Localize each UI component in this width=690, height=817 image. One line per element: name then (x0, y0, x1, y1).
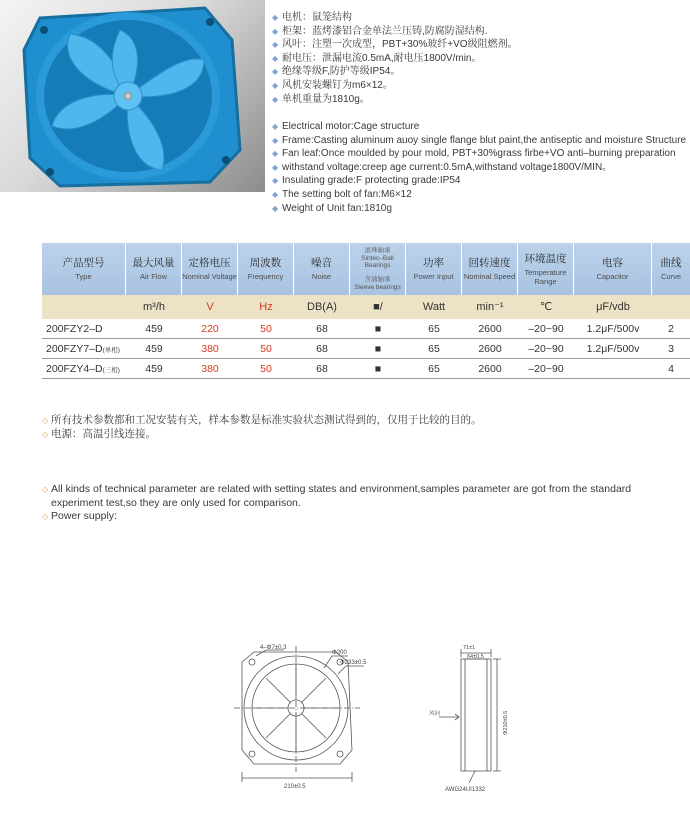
cell-temperature: –20~90 (528, 363, 564, 375)
table-row (42, 319, 690, 339)
cell-curve: 4 (668, 363, 674, 375)
svg-text:Φ233±0.5: Φ233±0.5 (340, 660, 367, 666)
svg-text:71±1: 71±1 (463, 645, 476, 651)
unit-speed: min⁻¹ (476, 301, 504, 313)
cell-flow: 459 (145, 363, 163, 375)
cell-curve: 2 (668, 323, 674, 335)
header-temperature: 环境温度 Temperature Range (518, 243, 574, 295)
cell-noise: 68 (316, 343, 328, 355)
cell-temperature: –20~90 (528, 323, 564, 335)
spec-item: ◆ Insulating grade:F protecting grade:IP54 (272, 175, 461, 187)
cell-model: 200FZY4–D(三相) (46, 363, 120, 375)
cell-bearing: ■ (374, 363, 382, 375)
cell-speed: 2600 (478, 363, 502, 375)
unit-temperature: ℃ (539, 301, 553, 313)
spec-item: ◆ Fan leaf:Once moulded by pour mold, PBT+30%grass firbe+VO anti–burning preparation (272, 148, 676, 160)
table-row (42, 339, 690, 359)
svg-text:风向: 风向 (429, 711, 441, 717)
spec-item: ◆ 风机安装螺钉为m6×12。 (272, 79, 393, 91)
cell-speed: 2600 (478, 343, 502, 355)
spec-item: ◆ Frame:Casting aluminum auoy single flange blut paint,the antiseptic and moisture Structure (272, 134, 687, 146)
spec-item: ◆ The setting bolt of fan:M6×12 (272, 188, 412, 200)
note-item: ◇ Power supply: (42, 510, 117, 522)
svg-text:Φ200: Φ200 (332, 650, 347, 656)
table-row (42, 359, 690, 379)
spec-item: ◆ 耐电压：泄漏电流0.5mA,耐电压1800V/min。 (272, 52, 482, 64)
cell-bearing: ■ (374, 343, 382, 355)
spec-item: ◆ 电机：鼠笼结构 (272, 12, 352, 23)
side-view-drawing (425, 645, 525, 795)
header-speed: 回转速度 Nominal Speed (462, 243, 518, 295)
spec-item: ◆ 风叶：注塑一次成型，PBT+30%玻纤+VO级阻燃剂。 (272, 39, 518, 51)
cell-power: 65 (428, 343, 440, 355)
unit-frequency: Hz (259, 301, 273, 313)
unit-power: Watt (422, 301, 446, 313)
header-capacitor: 电容 Capacitor (574, 243, 652, 295)
spec-list-en (272, 120, 687, 215)
cell-noise: 68 (316, 363, 328, 375)
header-power: 功率 Power Input (406, 243, 462, 295)
unit-bearing: ■/ (373, 301, 383, 313)
svg-text:Φ210±0.5: Φ210±0.5 (503, 710, 509, 735)
front-view-drawing (228, 640, 368, 790)
cell-frequency: 50 (260, 363, 272, 375)
cell-flow: 459 (145, 343, 163, 355)
spec-item: ◆ Weight of Unit fan:1810g (272, 202, 392, 214)
svg-text:210±0.5: 210±0.5 (284, 784, 306, 790)
cell-bearing: ■ (374, 323, 382, 335)
cell-power: 65 (428, 323, 440, 335)
svg-text:64±0.5: 64±0.5 (467, 654, 484, 660)
units-row (42, 295, 690, 319)
cell-voltage: 380 (201, 363, 219, 375)
spec-item: ◆ Electrical motor:Cage structure (272, 121, 420, 132)
cell-flow: 459 (145, 323, 163, 335)
note-item: ◇ All kinds of technical parameter are related with setting states and environment,samples parameter are got from the standard experiment test,so they are only used for comparison. (42, 483, 632, 509)
header-frequency: 周波数 Frequency (238, 243, 294, 295)
table-header (42, 243, 690, 295)
header-bearing: 滚珠轴承 Sintec–Ball Bearings 含油轴承 Sleeve bearings (350, 243, 406, 295)
unit-noise: DB(A) (307, 301, 337, 313)
note-item: ◇ 电源：高温引线连接。 (42, 427, 156, 440)
cell-capacitor: 1.2μF/500v (586, 343, 640, 355)
unit-voltage: V (206, 301, 214, 313)
svg-text:AWG24UI1332: AWG24UI1332 (445, 787, 486, 793)
cell-capacitor: 1.2μF/500v (586, 323, 640, 335)
cell-noise: 68 (316, 323, 328, 335)
header-noise: 噪音 Noise (294, 243, 350, 295)
spec-table (42, 243, 690, 379)
header-type: 产品型号 Type (42, 243, 126, 295)
cell-voltage: 220 (201, 323, 219, 335)
product-photo (0, 0, 265, 192)
cell-capacitor (574, 359, 652, 379)
cell-frequency: 50 (260, 343, 272, 355)
header-curve: 曲线 Curve (660, 257, 682, 281)
header-voltage: 定格电压 Nominal Voltage (182, 243, 238, 295)
svg-text:4–Φ7±0.3: 4–Φ7±0.3 (260, 645, 287, 651)
spec-item: ◆ 单机重量为1810g。 (272, 93, 370, 105)
header-air-flow: 最大风量 Air Flow (126, 243, 182, 295)
notes-cn (42, 414, 682, 441)
spec-item: ◆ withstand voltage:creep age current:0.5mA,withstand voltage1800V/MIN。 (272, 161, 613, 173)
cell-power: 65 (428, 363, 440, 375)
note-item: ◇ 所有技术参数都和工况安装有关，样本参数是标准实验状态测试得到的，仅用于比较的目的。 (42, 414, 482, 426)
cell-voltage: 380 (201, 343, 219, 355)
spec-item: ◆ 柜架：蓝烤漆铝合金单法兰压铸,防腐防湿结构. (272, 25, 488, 37)
cell-model: 200FZY7–D(单相) (46, 343, 120, 355)
cell-curve: 3 (668, 343, 674, 355)
fan-photo-icon (0, 0, 265, 192)
cell-speed: 2600 (478, 323, 502, 335)
notes-en (42, 483, 682, 524)
cell-model: 200FZY2–D (46, 323, 103, 335)
unit-capacitor: μF/vdb (596, 301, 630, 313)
spec-list-cn (272, 11, 687, 106)
unit-air-flow: m³/h (143, 301, 165, 313)
cell-frequency: 50 (260, 323, 272, 335)
cell-temperature: –20~90 (528, 343, 564, 355)
spec-item: ◆ 绝缘等级F,防护等级IP54。 (272, 66, 401, 78)
